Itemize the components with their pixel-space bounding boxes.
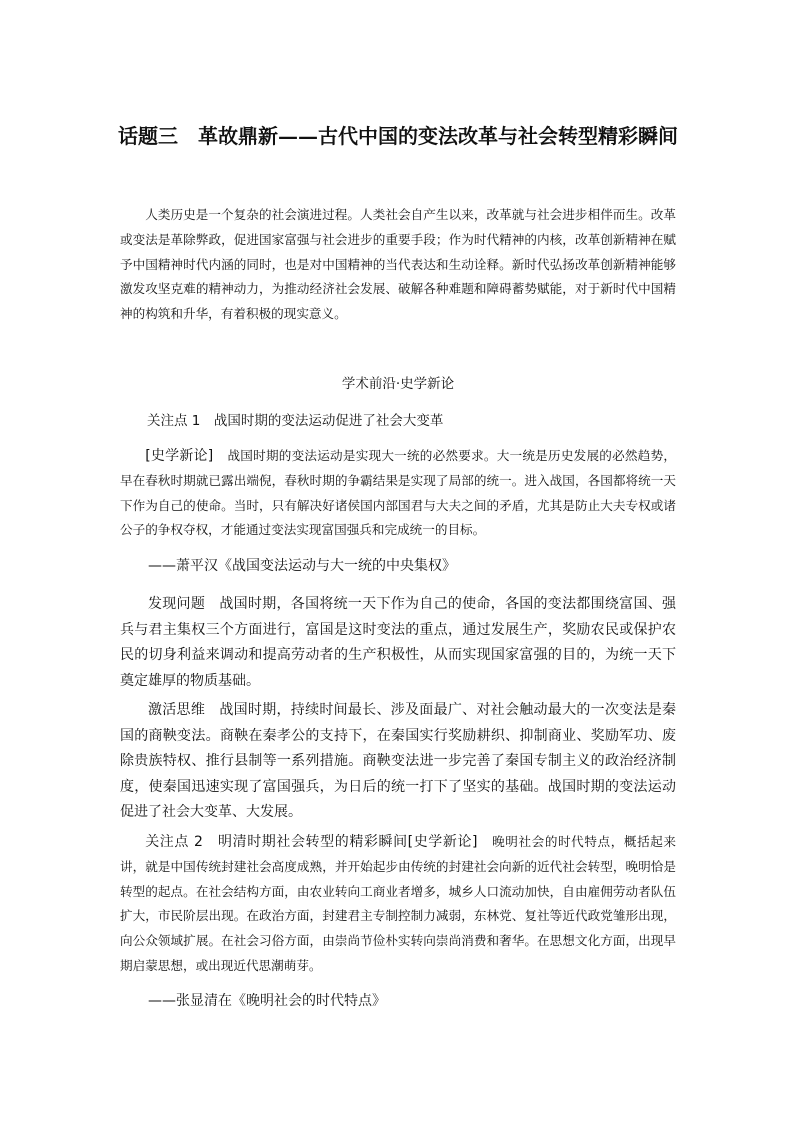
page-title: 话题三 革故鼎新——古代中国的变法改革与社会转型精彩瞬间 <box>118 124 678 148</box>
focus2-text: 晚明社会的时代特点，概括起来讲，就是中国传统封建社会高度成熟，并开始起步由传统的封建社会向新的近代社会转型，晚明恰是转型的起点。在社会结构方面，由农业转向工商业者增多，城乡人口流动加快，自由雇佣劳动者队伍扩大，市民阶层出现。在政治方面，封建君主专制控制力减弱，东林党、复社等近代政党雏形出现，向公众领域扩展。在社会习俗方面，由崇尚节俭朴实转向崇尚消费和奢华。在思想文化方面，出现早期启蒙思想，或出现近代思潮萌芽。 <box>120 834 677 973</box>
focus1-heading: 关注点 1 战国时期的变法运动促进了社会大变革 <box>147 413 444 429</box>
discover-paragraph <box>120 592 676 694</box>
focus1-text: 战国时期的变法运动是实现大一统的必然要求。大一统是历史发展的必然趋势，早在春秋时期就已露出端倪，春秋时期的争霸结果是实现了局部的统一。进入战国，各国都将统一天下作为自己的使命。当时，只有解决好诸侯国内部国君与大夫之间的矛盾，尤其是防止大夫专权或诸公子的争权夺权，才能通过变法实现富国强兵和完成统一的目标。 <box>120 448 676 538</box>
focus1-source: ——萧平汉《战国变法运动与大一统的中央集权》 <box>148 558 456 574</box>
focus1-paragraph <box>120 444 676 543</box>
focus2-paragraph <box>120 830 676 979</box>
section-heading: 学术前沿·史学新论 <box>341 376 455 392</box>
discover-label: 发现问题 <box>148 596 206 612</box>
think-paragraph <box>120 698 676 826</box>
think-text: 战国时期，持续时间最长、涉及面最广、对社会触动最大的一次变法是秦国的商鞅变法。商鞅在秦孝公的支持下，在秦国实行奖励耕织、抑制商业、奖励军功、废除贵族特权、推行县制等一系列措施。商鞅变法进一步完善了秦国专制主义的政治经济制度，使秦国迅速实现了富国强兵，为日后的统一打下了坚实的基础。战国时期的变法运动促进了社会大变革、大发展。 <box>120 702 677 821</box>
focus1-label: [史学新论] <box>145 448 214 464</box>
think-label: 激活思维 <box>148 702 206 718</box>
discover-text: 战国时期，各国将统一天下作为自己的使命，各国的变法都围绕富国、强兵与君主集权三个方面进行，富国是这时变法的重点，通过发展生产，奖励农民或保护农民的切身利益来调动和提高劳动者的生产积极性，从而实现国家富强的目的，为统一天下奠定雄厚的物质基础。 <box>120 596 677 689</box>
intro-paragraph: 人类历史是一个复杂的社会演进过程。人类社会自产生以来，改革就与社会进步相伴而生。改革或变法是革除弊政，促进国家富强与社会进步的重要手段；作为时代精神的内核，改革创新精神在赋予中国精神时代内涵的同时，也是对中国精神的当代表达和生动诠释。新时代弘扬改革创新精神能够激发攻坚克难的精神动力，为推动经济社会发展、破解各种难题和障碍蓄势赋能，对于新时代中国精神的构筑和升华，有着积极的现实意义。 <box>120 207 676 322</box>
focus2-heading: 关注点 2 明清时期社会转型的精彩瞬间[史学新论] <box>145 834 478 850</box>
focus2-source: ——张显清在《晚明社会的时代特点》 <box>148 993 386 1009</box>
